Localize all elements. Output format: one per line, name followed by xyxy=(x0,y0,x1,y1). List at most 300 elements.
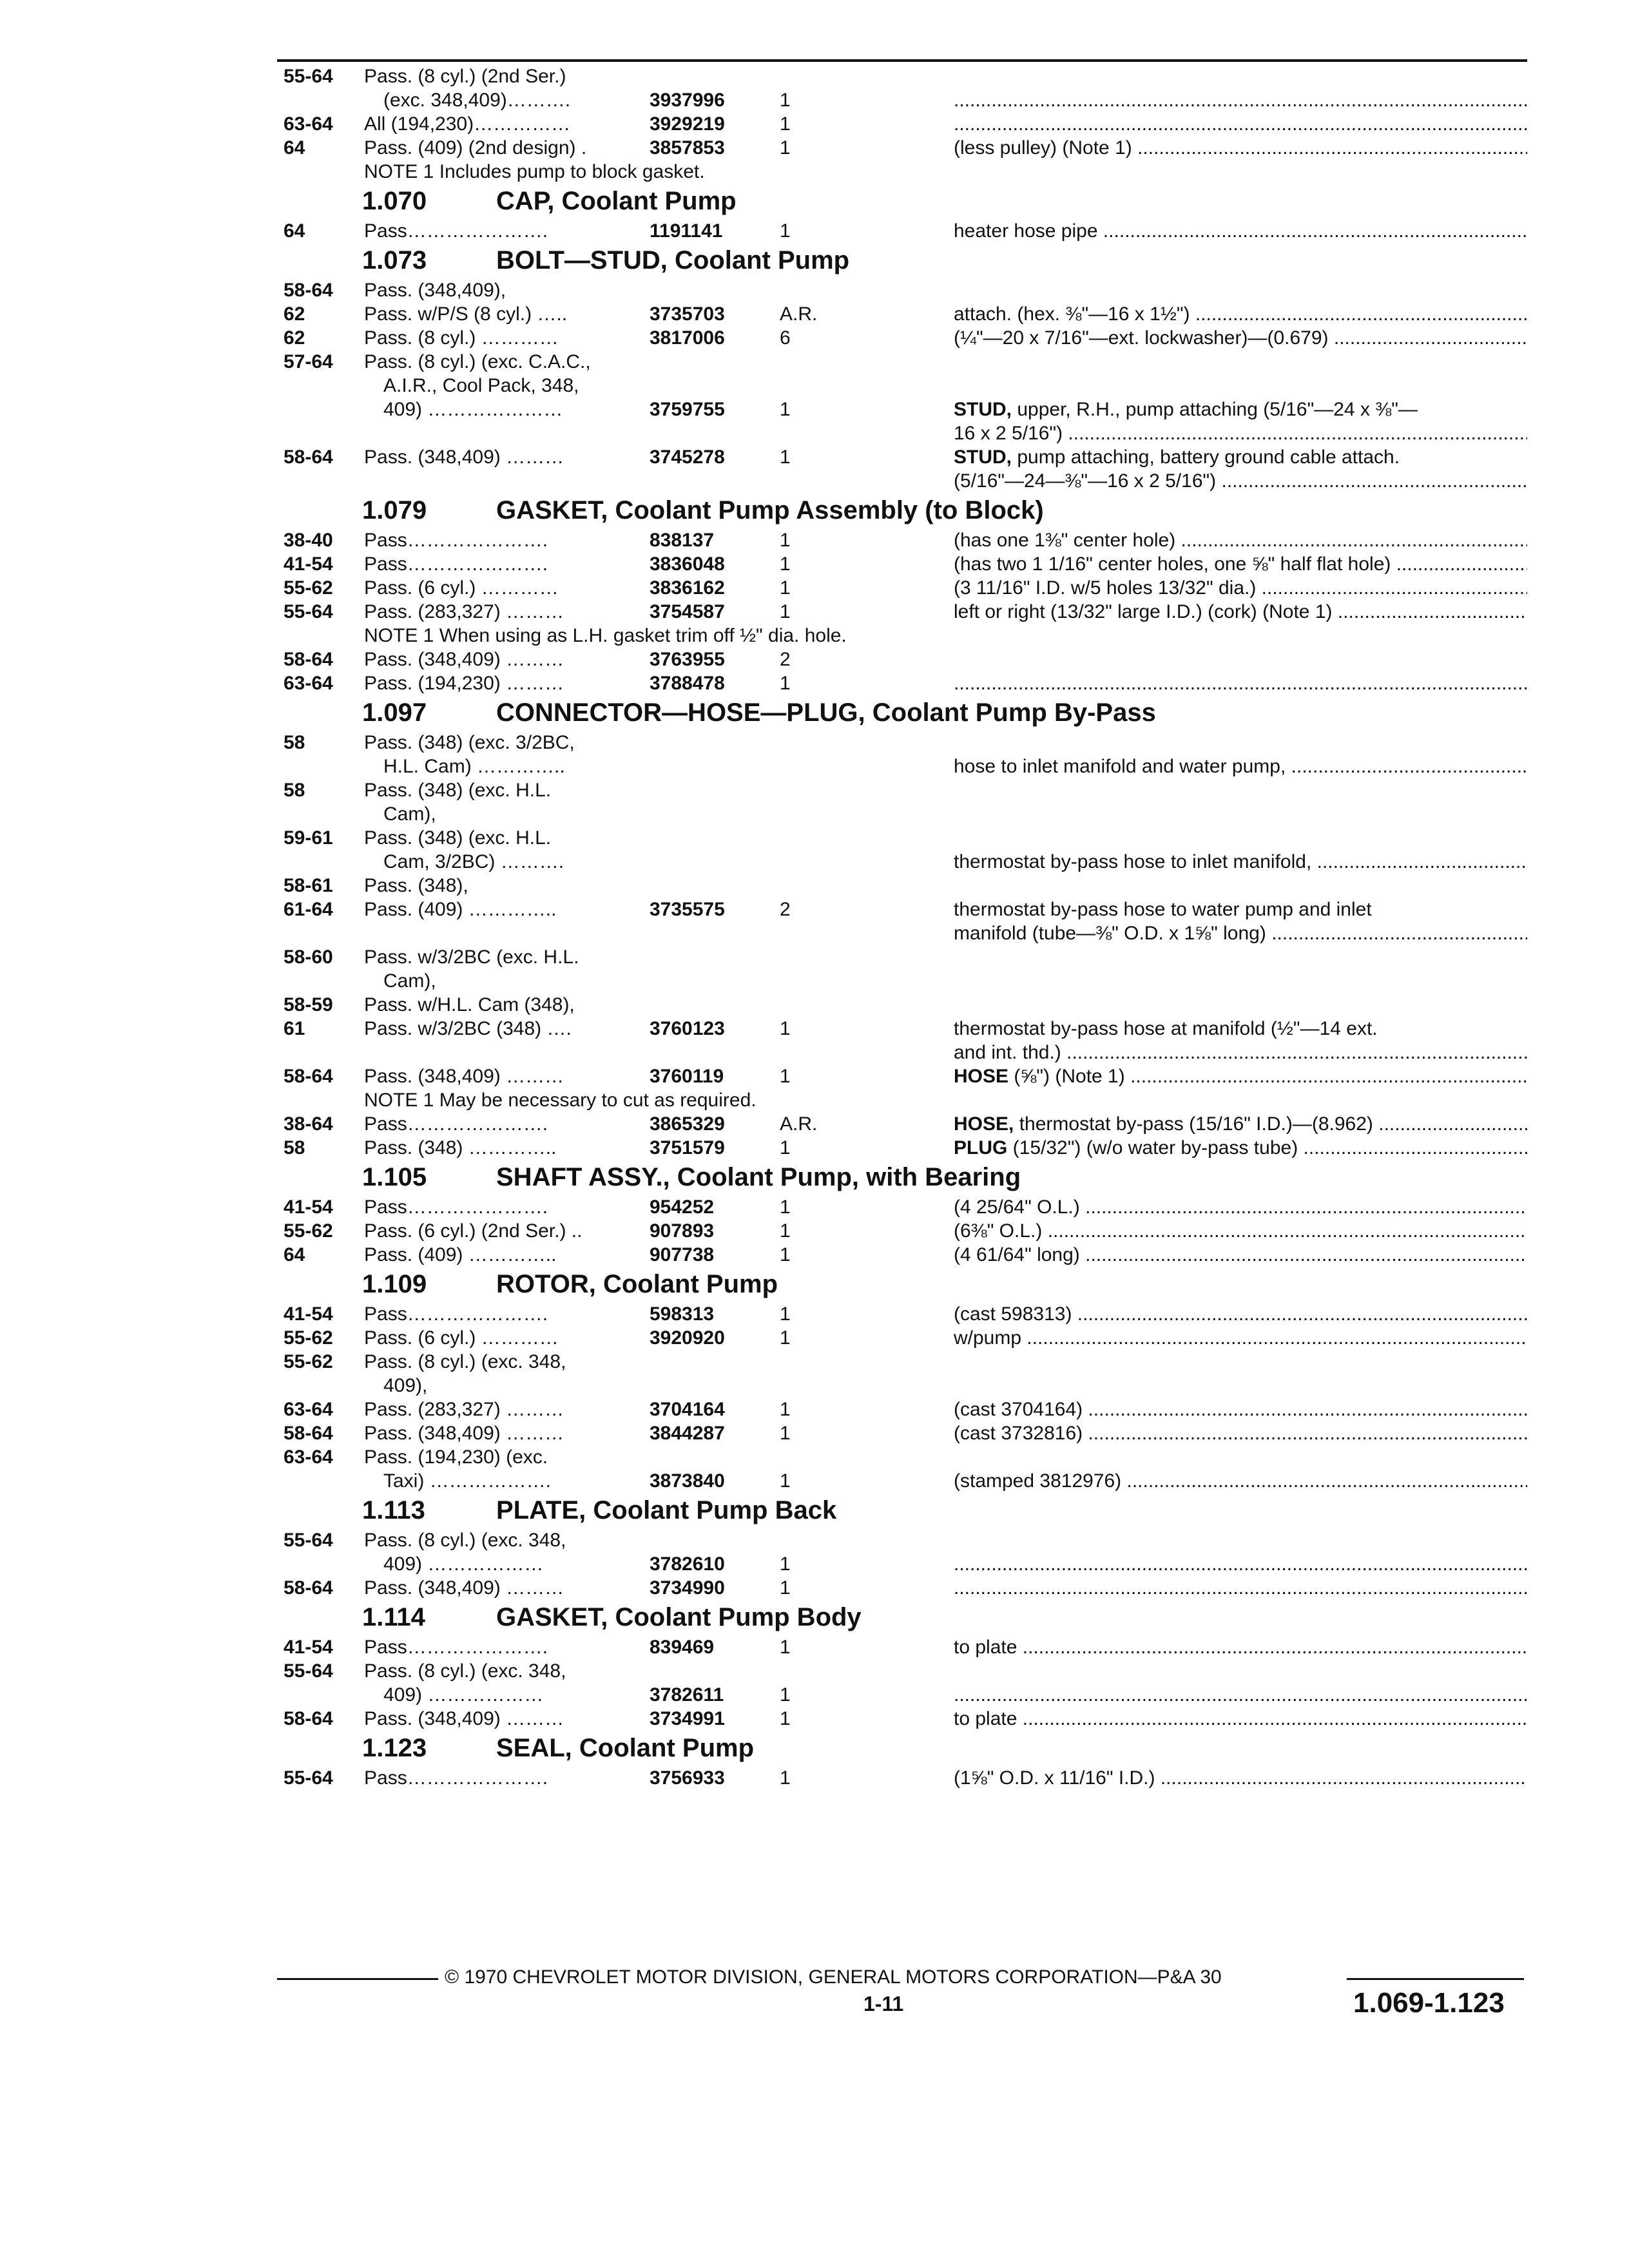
quantity: A.R. xyxy=(780,303,818,325)
application-description: Pass. (8 cyl.) (2nd Ser.) xyxy=(364,66,566,87)
part-row xyxy=(277,1576,1527,1600)
remarks-text xyxy=(954,1018,1378,1039)
part-remarks xyxy=(954,1064,1527,1088)
note-row xyxy=(277,1088,1527,1112)
part-remarks xyxy=(954,600,1527,624)
part-remarks xyxy=(954,1195,1527,1219)
part-remarks xyxy=(954,1552,1527,1576)
part-number: 1191141 xyxy=(650,220,723,242)
model-years: 62 xyxy=(284,327,305,349)
application-description: Pass. w/P/S (8 cyl.) ….. xyxy=(364,303,568,325)
part-number: 839469 xyxy=(650,1637,715,1658)
section-heading xyxy=(277,1493,1527,1528)
part-row xyxy=(277,671,1527,695)
section-heading xyxy=(277,695,1527,731)
quantity: 6 xyxy=(780,327,791,349)
remarks-text xyxy=(954,1577,1527,1599)
remarks-detail: (6⅜" O.L.) xyxy=(954,1220,1043,1242)
part-number: 3937996 xyxy=(650,90,725,111)
quantity: 1 xyxy=(780,1018,791,1039)
model-years: 55-62 xyxy=(284,1351,333,1372)
part-number: 3788478 xyxy=(650,673,725,694)
part-remarks xyxy=(954,1469,1527,1493)
part-remarks xyxy=(954,1398,1527,1421)
remarks-text xyxy=(954,1637,1527,1658)
remarks-text xyxy=(954,553,1527,575)
part-number: 907893 xyxy=(650,1220,715,1242)
part-row xyxy=(277,445,1527,469)
remarks-text xyxy=(954,327,1527,349)
part-remarks xyxy=(954,1112,1527,1136)
application-description: Pass. (8 cyl.) ………… xyxy=(364,327,559,349)
quantity: 1 xyxy=(780,577,791,599)
part-row xyxy=(277,1635,1527,1659)
application-description: Cam, 3/2BC) ………. xyxy=(383,851,564,872)
remarks-detail: (3 11/16" I.D. w/5 holes 13/32" dia.) xyxy=(954,577,1257,599)
quantity: 1 xyxy=(780,1303,791,1325)
application-description: Pass…………………. xyxy=(364,553,548,575)
part-row xyxy=(277,1112,1527,1136)
remarks-text xyxy=(954,137,1527,159)
quantity: 1 xyxy=(780,1399,791,1420)
remarks-text xyxy=(954,1470,1527,1492)
model-years: 55-64 xyxy=(284,66,333,87)
part-row xyxy=(277,874,1527,898)
model-years: 58-64 xyxy=(284,1066,333,1087)
application-description: Pass. (348,409) ……… xyxy=(364,1066,564,1087)
remarks-text xyxy=(954,220,1527,242)
application-description: Taxi) ………………. xyxy=(383,1470,552,1492)
top-rule xyxy=(277,59,1527,62)
application-description: Pass. (348) (exc. H.L. xyxy=(364,827,552,849)
part-remarks xyxy=(954,112,1527,136)
model-years: 41-54 xyxy=(284,1196,333,1218)
part-remarks xyxy=(954,552,1527,576)
remarks-detail: and int. thd.) xyxy=(954,1042,1061,1063)
part-remarks xyxy=(954,88,1527,112)
remarks-text xyxy=(954,1423,1527,1444)
application-description: Pass. w/3/2BC (exc. H.L. xyxy=(364,947,579,968)
quantity: 1 xyxy=(780,1196,791,1218)
quantity: 1 xyxy=(780,1327,791,1349)
application-description: Pass…………………. xyxy=(364,1196,548,1218)
parts-listing xyxy=(277,64,1527,1790)
application-description: Pass. (348,409) ……… xyxy=(364,447,564,468)
part-row xyxy=(277,1219,1527,1243)
model-years: 58 xyxy=(284,732,305,753)
remarks-detail: (⅝") (Note 1) xyxy=(1008,1066,1125,1087)
part-number: 3760123 xyxy=(650,1018,725,1039)
part-row xyxy=(277,528,1527,552)
part-number: 3759755 xyxy=(650,399,725,420)
remarks-text xyxy=(954,1303,1527,1325)
remarks-detail: (stamped 3812976) xyxy=(954,1470,1122,1492)
part-row xyxy=(277,1136,1527,1160)
section-title: SEAL, Coolant Pump xyxy=(496,1734,754,1762)
remarks-text xyxy=(954,899,1372,920)
part-row xyxy=(277,993,1527,1017)
application-description: Pass. w/H.L. Cam (348), xyxy=(364,994,575,1015)
model-years: 55-64 xyxy=(284,1767,333,1789)
part-number: 3920920 xyxy=(650,1327,725,1349)
application-description: 409) ………………… xyxy=(383,399,563,420)
remarks-detail: (15/32") (w/o water by-pass tube) xyxy=(1007,1137,1298,1158)
section-number: 1.097 xyxy=(362,698,427,727)
application-description: Cam), xyxy=(383,970,436,992)
remarks-detail: thermostat by-pass hose at manifold (½"—14 ext. xyxy=(954,1018,1378,1039)
quantity: 1 xyxy=(780,553,791,575)
model-years: 58-59 xyxy=(284,994,333,1015)
model-years: 55-64 xyxy=(284,1660,333,1682)
model-years: 63-64 xyxy=(284,113,333,135)
part-number: 907738 xyxy=(650,1244,715,1265)
part-row xyxy=(277,1469,1527,1493)
part-number: 3836048 xyxy=(650,553,725,575)
part-remarks xyxy=(954,1576,1527,1600)
application-description: Pass. (8 cyl.) (exc. 348, xyxy=(364,1351,566,1372)
part-remarks xyxy=(954,469,1527,493)
model-years: 61 xyxy=(284,1018,305,1039)
application-description: Pass. (283,327) ……… xyxy=(364,601,564,622)
model-years: 58-64 xyxy=(284,447,333,468)
remarks-detail: (5/16"—24—⅜"—16 x 2 5/16") xyxy=(954,470,1217,492)
note-row xyxy=(277,624,1527,648)
remarks-text xyxy=(954,530,1527,551)
part-row xyxy=(277,1326,1527,1350)
quantity: 1 xyxy=(780,137,791,159)
part-row xyxy=(277,112,1527,136)
quantity: 1 xyxy=(780,1684,791,1706)
remarks-keyword: STUD, xyxy=(954,399,1012,420)
quantity: 1 xyxy=(780,113,791,135)
application-description: Pass. (348) (exc. 3/2BC, xyxy=(364,732,575,753)
part-row xyxy=(277,1421,1527,1445)
application-description: Pass. (8 cyl.) (exc. 348, xyxy=(364,1660,566,1682)
section-title: GASKET, Coolant Pump Body xyxy=(496,1603,862,1631)
section-number: 1.109 xyxy=(362,1270,427,1298)
note-row xyxy=(277,160,1527,184)
quantity: 1 xyxy=(780,1708,791,1729)
model-years: 57-64 xyxy=(284,351,333,372)
part-remarks xyxy=(954,1219,1527,1243)
part-remarks xyxy=(954,326,1527,350)
part-remarks xyxy=(954,1136,1527,1160)
part-row xyxy=(277,1041,1527,1064)
remarks-text xyxy=(954,90,1527,111)
remarks-detail: upper, R.H., pump attaching (5/16"—24 x ⅜"— xyxy=(1012,399,1418,420)
part-row xyxy=(277,1659,1527,1683)
remarks-detail: (cast 3704164) xyxy=(954,1399,1083,1420)
remarks-text xyxy=(954,470,1527,492)
part-number: 3704164 xyxy=(650,1399,725,1420)
part-remarks xyxy=(954,1243,1527,1267)
quantity: 1 xyxy=(780,1470,791,1492)
model-years: 58-64 xyxy=(284,1577,333,1599)
part-number: 3756933 xyxy=(650,1767,725,1789)
part-number: 3865329 xyxy=(650,1113,725,1135)
application-description: 409) ……………… xyxy=(383,1553,544,1575)
application-description: Pass. (348,409) ……… xyxy=(364,1708,564,1729)
remarks-keyword: STUD, xyxy=(954,447,1012,468)
remarks-text xyxy=(954,1327,1527,1349)
section-heading xyxy=(277,1600,1527,1635)
section-number: 1.079 xyxy=(362,496,427,524)
remarks-detail: (cast 598313) xyxy=(954,1303,1072,1325)
remarks-detail: (1⅝" O.D. x 11/16" I.D.) xyxy=(954,1767,1155,1789)
part-row xyxy=(277,921,1527,945)
quantity: 1 xyxy=(780,601,791,622)
section-heading xyxy=(277,1731,1527,1766)
application-description: Pass. (409) ………….. xyxy=(364,1244,557,1265)
application-description: Pass. (194,230) (exc. xyxy=(364,1446,548,1468)
model-years: 58-64 xyxy=(284,1708,333,1729)
part-number: 3735703 xyxy=(650,303,725,325)
remarks-text xyxy=(954,1553,1527,1575)
part-row xyxy=(277,1683,1527,1707)
part-remarks xyxy=(954,898,1527,921)
model-years: 41-54 xyxy=(284,553,333,575)
section-number: 1.113 xyxy=(362,1496,425,1524)
application-description: Pass. (409) (2nd design) . xyxy=(364,137,587,159)
part-row xyxy=(277,1707,1527,1731)
part-number: 3857853 xyxy=(650,137,725,159)
remarks-text xyxy=(954,1767,1527,1789)
model-years: 58 xyxy=(284,1137,305,1158)
part-remarks xyxy=(954,1635,1527,1659)
model-years: 55-64 xyxy=(284,1530,333,1551)
remarks-text xyxy=(954,447,1400,468)
model-years: 59-61 xyxy=(284,827,333,849)
quantity: 1 xyxy=(780,1066,791,1087)
section-number: 1.105 xyxy=(362,1163,427,1191)
remarks-detail: w/pump xyxy=(954,1327,1022,1349)
model-years: 63-64 xyxy=(284,673,333,694)
part-remarks xyxy=(954,1421,1527,1445)
model-years: 58 xyxy=(284,780,305,801)
quantity: 1 xyxy=(780,1767,791,1789)
remarks-text xyxy=(954,1684,1527,1706)
application-description: Pass. (348,409), xyxy=(364,280,506,301)
part-number: 954252 xyxy=(650,1196,715,1218)
part-row xyxy=(277,600,1527,624)
part-row xyxy=(277,88,1527,112)
note-text: NOTE 1 When using as L.H. gasket trim off ½" dia. hole. xyxy=(364,625,847,646)
model-years: 55-64 xyxy=(284,601,333,622)
model-years: 64 xyxy=(284,1244,305,1265)
remarks-text xyxy=(954,1137,1527,1158)
remarks-keyword: HOSE, xyxy=(954,1113,1014,1135)
model-years: 55-62 xyxy=(284,1220,333,1242)
model-years: 58-61 xyxy=(284,875,333,896)
part-number: 3782610 xyxy=(650,1553,725,1575)
part-row xyxy=(277,350,1527,374)
quantity: 1 xyxy=(780,90,791,111)
remarks-detail: (has two 1 1/16" center holes, one ⅝" half flat hole) xyxy=(954,553,1391,575)
part-row xyxy=(277,1374,1527,1398)
section-heading xyxy=(277,1267,1527,1302)
part-number: 3817006 xyxy=(650,327,725,349)
section-title: SHAFT ASSY., Coolant Pump, with Bearing xyxy=(496,1163,1021,1191)
part-row xyxy=(277,1064,1527,1088)
part-row xyxy=(277,219,1527,243)
model-years: 58-64 xyxy=(284,280,333,301)
application-description: Pass. (348,409) ……… xyxy=(364,1423,564,1444)
part-row xyxy=(277,1017,1527,1041)
section-title: PLATE, Coolant Pump Back xyxy=(496,1496,837,1524)
model-years: 41-54 xyxy=(284,1303,333,1325)
remarks-detail: manifold (tube—⅜" O.D. x 1⅝" long) xyxy=(954,923,1266,944)
remarks-text xyxy=(954,673,1527,694)
part-row xyxy=(277,754,1527,778)
part-row xyxy=(277,1398,1527,1421)
remarks-detail: heater hose pipe xyxy=(954,220,1098,242)
application-description: Pass. (348,409) ……… xyxy=(364,649,564,670)
application-description: A.I.R., Cool Pack, 348, xyxy=(383,375,579,396)
page-footer xyxy=(277,1966,1527,1992)
section-title: BOLT—STUD, Coolant Pump xyxy=(496,246,850,274)
remarks-text xyxy=(954,756,1527,777)
part-number: 838137 xyxy=(650,530,715,551)
model-years: 55-62 xyxy=(284,577,333,599)
remarks-detail: thermostat by-pass hose to inlet manifold, xyxy=(954,851,1312,872)
quantity: 1 xyxy=(780,399,791,420)
application-description: Pass. (348) ………….. xyxy=(364,1137,557,1158)
application-description: Pass…………………. xyxy=(364,1303,548,1325)
model-years: 63-64 xyxy=(284,1446,333,1468)
remarks-detail: hose to inlet manifold and water pump, xyxy=(954,756,1286,777)
application-description: All (194,230)…………… xyxy=(364,113,571,135)
application-description: Pass. (409) ………….. xyxy=(364,899,557,920)
remarks-detail: (4 61/64" long) xyxy=(954,1244,1080,1265)
application-description: Pass…………………. xyxy=(364,1767,548,1789)
quantity: 1 xyxy=(780,1423,791,1444)
part-row xyxy=(277,374,1527,398)
application-description: Cam), xyxy=(383,803,436,825)
part-row xyxy=(277,1243,1527,1267)
remarks-text xyxy=(954,923,1527,944)
section-number: 1.114 xyxy=(362,1603,425,1631)
section-number: 1.123 xyxy=(362,1734,427,1762)
part-row xyxy=(277,576,1527,600)
remarks-detail: thermostat by-pass (15/16" I.D.)—(8.962) xyxy=(1014,1113,1373,1135)
remarks-detail: to plate xyxy=(954,1708,1017,1729)
application-description: Pass…………………. xyxy=(364,220,548,242)
application-description: Pass. (6 cyl.) ………… xyxy=(364,577,559,599)
quantity: 1 xyxy=(780,1577,791,1599)
remarks-text xyxy=(954,1399,1527,1420)
part-row xyxy=(277,802,1527,826)
remarks-detail: left or right (13/32" large I.D.) (cork) (Note 1) xyxy=(954,601,1333,622)
quantity: 1 xyxy=(780,530,791,551)
remarks-text xyxy=(954,113,1527,135)
remarks-text xyxy=(954,577,1527,599)
footer-rule-left xyxy=(277,1978,438,1980)
application-description: H.L. Cam) ………….. xyxy=(383,756,565,777)
model-years: 58-64 xyxy=(284,1423,333,1444)
model-years: 38-64 xyxy=(284,1113,333,1135)
note-text: NOTE 1 May be necessary to cut as required. xyxy=(364,1090,757,1111)
remarks-text xyxy=(954,303,1527,325)
model-years: 41-54 xyxy=(284,1637,333,1658)
part-number: 3929219 xyxy=(650,113,725,135)
remarks-detail: (cast 3732816) xyxy=(954,1423,1083,1444)
quantity: 1 xyxy=(780,1137,791,1158)
part-remarks xyxy=(954,1017,1527,1041)
part-remarks xyxy=(954,850,1527,874)
remarks-detail: (has one 1⅜" center hole) xyxy=(954,530,1176,551)
quantity: 1 xyxy=(780,220,791,242)
page-number: 1-11 xyxy=(863,1992,904,2015)
part-row xyxy=(277,136,1527,160)
application-description: Pass. (194,230) ……… xyxy=(364,673,564,694)
remarks-detail: 16 x 2 5/16") xyxy=(954,423,1063,444)
part-row xyxy=(277,1528,1527,1552)
section-number: 1.070 xyxy=(362,187,427,215)
remarks-text xyxy=(954,1113,1527,1135)
part-number: 3760119 xyxy=(650,1066,724,1087)
part-row xyxy=(277,64,1527,88)
part-row xyxy=(277,326,1527,350)
part-remarks xyxy=(954,1041,1527,1064)
part-row xyxy=(277,1445,1527,1469)
remarks-text xyxy=(954,1708,1527,1729)
section-heading xyxy=(277,1160,1527,1195)
part-number: 3734991 xyxy=(650,1708,725,1729)
application-description: Pass. (348) (exc. H.L. xyxy=(364,780,552,801)
quantity: 2 xyxy=(780,649,791,670)
application-description: (exc. 348,409)………. xyxy=(383,90,571,111)
section-heading xyxy=(277,493,1527,528)
part-number: 3754587 xyxy=(650,601,725,622)
model-years: 64 xyxy=(284,220,305,242)
part-number: 3745278 xyxy=(650,447,725,468)
part-row xyxy=(277,969,1527,993)
remarks-detail: pump attaching, battery ground cable attach. xyxy=(1012,447,1400,468)
section-title: ROTOR, Coolant Pump xyxy=(496,1270,778,1298)
part-remarks xyxy=(954,1326,1527,1350)
quantity: 2 xyxy=(780,899,791,920)
part-row xyxy=(277,469,1527,493)
section-number: 1.073 xyxy=(362,246,427,274)
application-description: Pass. (6 cyl.) (2nd Ser.) .. xyxy=(364,1220,583,1242)
quantity: 1 xyxy=(780,1220,791,1242)
part-row xyxy=(277,1195,1527,1219)
part-row xyxy=(277,898,1527,921)
note-text: NOTE 1 Includes pump to block gasket. xyxy=(364,161,705,182)
model-years: 58-64 xyxy=(284,649,333,670)
application-description: Pass. (348), xyxy=(364,875,468,896)
part-remarks xyxy=(954,754,1527,778)
model-years: 58-60 xyxy=(284,947,333,968)
part-number: 3782611 xyxy=(650,1684,724,1706)
remarks-keyword: PLUG xyxy=(954,1137,1008,1158)
application-description: 409), xyxy=(383,1375,428,1396)
application-description: Pass…………………. xyxy=(364,1637,548,1658)
remarks-text xyxy=(954,399,1418,420)
application-description: Pass. (8 cyl.) (exc. C.A.C., xyxy=(364,351,591,372)
part-row xyxy=(277,1766,1527,1790)
part-number: 3734990 xyxy=(650,1577,725,1599)
part-remarks xyxy=(954,1766,1527,1790)
part-remarks xyxy=(954,136,1527,160)
section-range: 1.069-1.123 xyxy=(1353,1987,1505,2019)
remarks-text xyxy=(954,601,1527,622)
remarks-text xyxy=(954,1066,1527,1087)
part-row xyxy=(277,398,1527,421)
remarks-detail: (4 25/64" O.L.) xyxy=(954,1196,1080,1218)
part-row xyxy=(277,1350,1527,1374)
part-number: 3844287 xyxy=(650,1423,725,1444)
